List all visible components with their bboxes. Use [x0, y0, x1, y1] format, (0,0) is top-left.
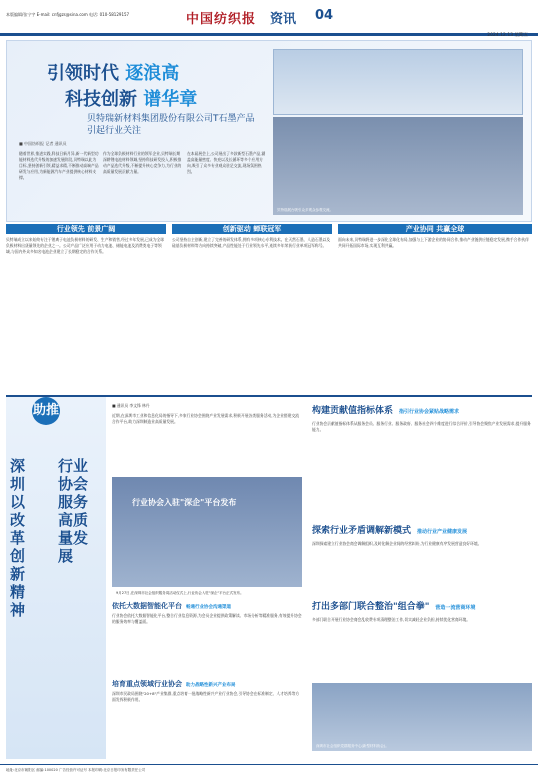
hero-photo-top [273, 49, 523, 115]
right-text-2: 深圳探索建立行业协会商会调解组织,及时化解企业间的经营纠纷,为行业健康有序发展营造良好环境。 [312, 541, 482, 546]
right-head-1 [312, 403, 532, 417]
right-text-3: 多部门联合开展行业协会商会乱收费专项清理整治工作,切实减轻企业负担,持续优化营商环境。 [312, 617, 471, 622]
help-badge: 助推 [32, 397, 60, 425]
hero-feature [6, 40, 532, 222]
hero-text-col1: 随着世界,推进实践,科技日新月异,新一代新型功能材料迭代升级的加速发展阶段,贝特瑞以此为目标,坚持创新引领,精益求精,不断推动高端产品研发与应用,为新能源汽车产业提供核心材料支撑。 [19, 151, 99, 180]
hero-headline-line1 [47, 59, 179, 85]
subhead-bigdata [112, 601, 231, 611]
cultivate-text: 深圳市民政局围绕"20+8"产业集群,重点培育一批战略性新兴产业行业协会,引导协会在标准制定、人才培养等方面发挥积极作用。 [112, 691, 300, 702]
hero-headline-1b: 逐浪高 [125, 63, 180, 84]
hero-text-col3: 在本届展会上,公司展出了多款新型石墨产品,涵盖高能量密度、快充以及长循环等多个应用方向,吸引了众多专业观众驻足交流,现场氛围热烈。 [187, 151, 266, 174]
association-photo-caption: 深圳市社会组织党群服务中心(新型材料协会)。 [316, 744, 389, 748]
band-text-1: 贝特瑞成立以来始终专注于锂离子电池负极材料的研发、生产和销售,经过多年发展,已成为全球负极材料出货量领先的企业之一。公司产品广泛应用于动力电池、储能电池及消费类电子等领域,与国内外众多知名电池企业建立了长期稳定的合作关系。 [6, 237, 165, 254]
hero-subtitle-line1: 贝特瑞新材料集团股份有限公司T石墨产品 [87, 114, 255, 124]
right-head-3-main: 打出多部门联合整治"组合拳" [312, 602, 430, 612]
lower-feature [6, 395, 532, 760]
bigdata-text: 行业协会依托大数据智能化平台,整合行业信息资源,为会员企业提供政策解读、市场分析等精准服务,有效提升协会的服务效率与覆盖面。 [112, 613, 302, 624]
event-photo [112, 477, 302, 595]
event-photo-caption: 9月27日,在深圳市社会组织服务周活动仪式上,行业协会入驻"深企"平台正式发布。 [116, 591, 244, 595]
right-head-3-sub: 营造一流营商环境 [435, 605, 476, 611]
masthead-meta: 本版编辑/张宁宇 E-mail: cnfjgzs@sina.com 电话: 010-58129157 [6, 12, 130, 17]
issue-date: 2024.12.13 星期五 [487, 33, 528, 38]
page-number: 04 [315, 8, 334, 23]
section-title: 资讯 [270, 12, 297, 27]
side-title-2: 行业协会服务高质量发展 [58, 457, 89, 565]
right-text-1: 行业协会贡献值指标体系从服务会员、服务行业、服务政府、服务社会四个维度进行综合评价,引导协会聚焦产业发展需求,提升服务能力。 [312, 421, 531, 432]
hero-subtitle [87, 113, 255, 137]
hero-headline-2a: 科技创新 [65, 89, 137, 110]
right-head-2-main: 探索行业矛盾调解新模式 [312, 526, 412, 536]
right-head-3 [312, 599, 532, 613]
hero-photo-bottom [273, 117, 523, 215]
hero-byline: ■ 中国纺织报 记者 通讯员 [19, 141, 67, 146]
right-head-1-main: 构建贡献值指标体系 [312, 406, 394, 416]
hero-photo-caption: 贝特瑞展台吸引众多观众参观交流。 [277, 208, 333, 212]
band-heading-1: 行业领先 前景广阔 [6, 224, 166, 234]
subhead-cultivate-sub: 助力战略性新兴产业布局 [186, 683, 236, 688]
band-text-3: 面向未来,贝特瑞将进一步深化全球化布局,加强与上下游企业的协同合作,推动产业链供应链稳定发展,携手合作伙伴共同开拓国际市场,实现互利共赢。 [338, 237, 529, 248]
subhead-cultivate-main: 培育重点领域行业协会 [112, 680, 182, 688]
hero-subtitle-line2: 引起行业关注 [87, 126, 142, 136]
band-heading-2: 创新驱动 蝉联冠军 [172, 224, 332, 234]
hero-headline-line2 [65, 85, 197, 111]
masthead [0, 0, 538, 36]
right-head-2-sub: 推动行业产业健康发展 [417, 529, 468, 535]
band-heading-3: 产业协同 共赢全球 [338, 224, 532, 234]
page-footer: 地址:北京市朝阳区 邮编:100020 广告经营许可证号 本报印刷:北京日报印务有限责任公司 [0, 764, 538, 778]
side-title-1: 深圳以改革创新精神 [10, 457, 26, 619]
right-head-2 [312, 523, 532, 537]
hero-headline-1a: 引领时代 [47, 63, 119, 84]
lower-intro: 近期,在深圳市工业和信息化局的指导下,多家行业协会围绕产业发展需求,积极开展各类服务活动,为企业搭建交流合作平台,助力深圳制造业高质量发展。 [112, 413, 300, 424]
band-text-2: 公司坚持自主创新,建立了完善的研发体系,拥有多项核心专利技术。在天然石墨、人造石墨以及硅基负极材料等方向持续突破,产品性能处于行业领先水平,连续多年荣获行业单项冠军称号。 [172, 237, 331, 248]
subhead-bigdata-sub: 畅通行业协会沟通渠道 [186, 605, 231, 610]
hero-text-col2: 作为全球负极材料行业的领军企业,贝特瑞长期深耕锂电池材料领域,坚持科技研发投入,积极推动产品迭代升级,不断提升核心竞争力,为行业的高质量发展贡献力量。 [103, 151, 182, 174]
right-head-1-sub: 指引行业协会紧贴战略需求 [399, 409, 460, 415]
newspaper-logo: 中国纺织报 [186, 12, 257, 27]
subhead-bigdata-main: 依托大数据智能化平台 [112, 602, 182, 610]
lower-byline: ■ 通讯员 李文锋 林丹 [112, 403, 150, 408]
subhead-cultivate [112, 679, 236, 689]
association-photo [312, 683, 532, 751]
event-photo-banner: 行业协会入驻"深企"平台发布 [132, 498, 237, 507]
hero-headline-2b: 谱华章 [143, 89, 198, 110]
